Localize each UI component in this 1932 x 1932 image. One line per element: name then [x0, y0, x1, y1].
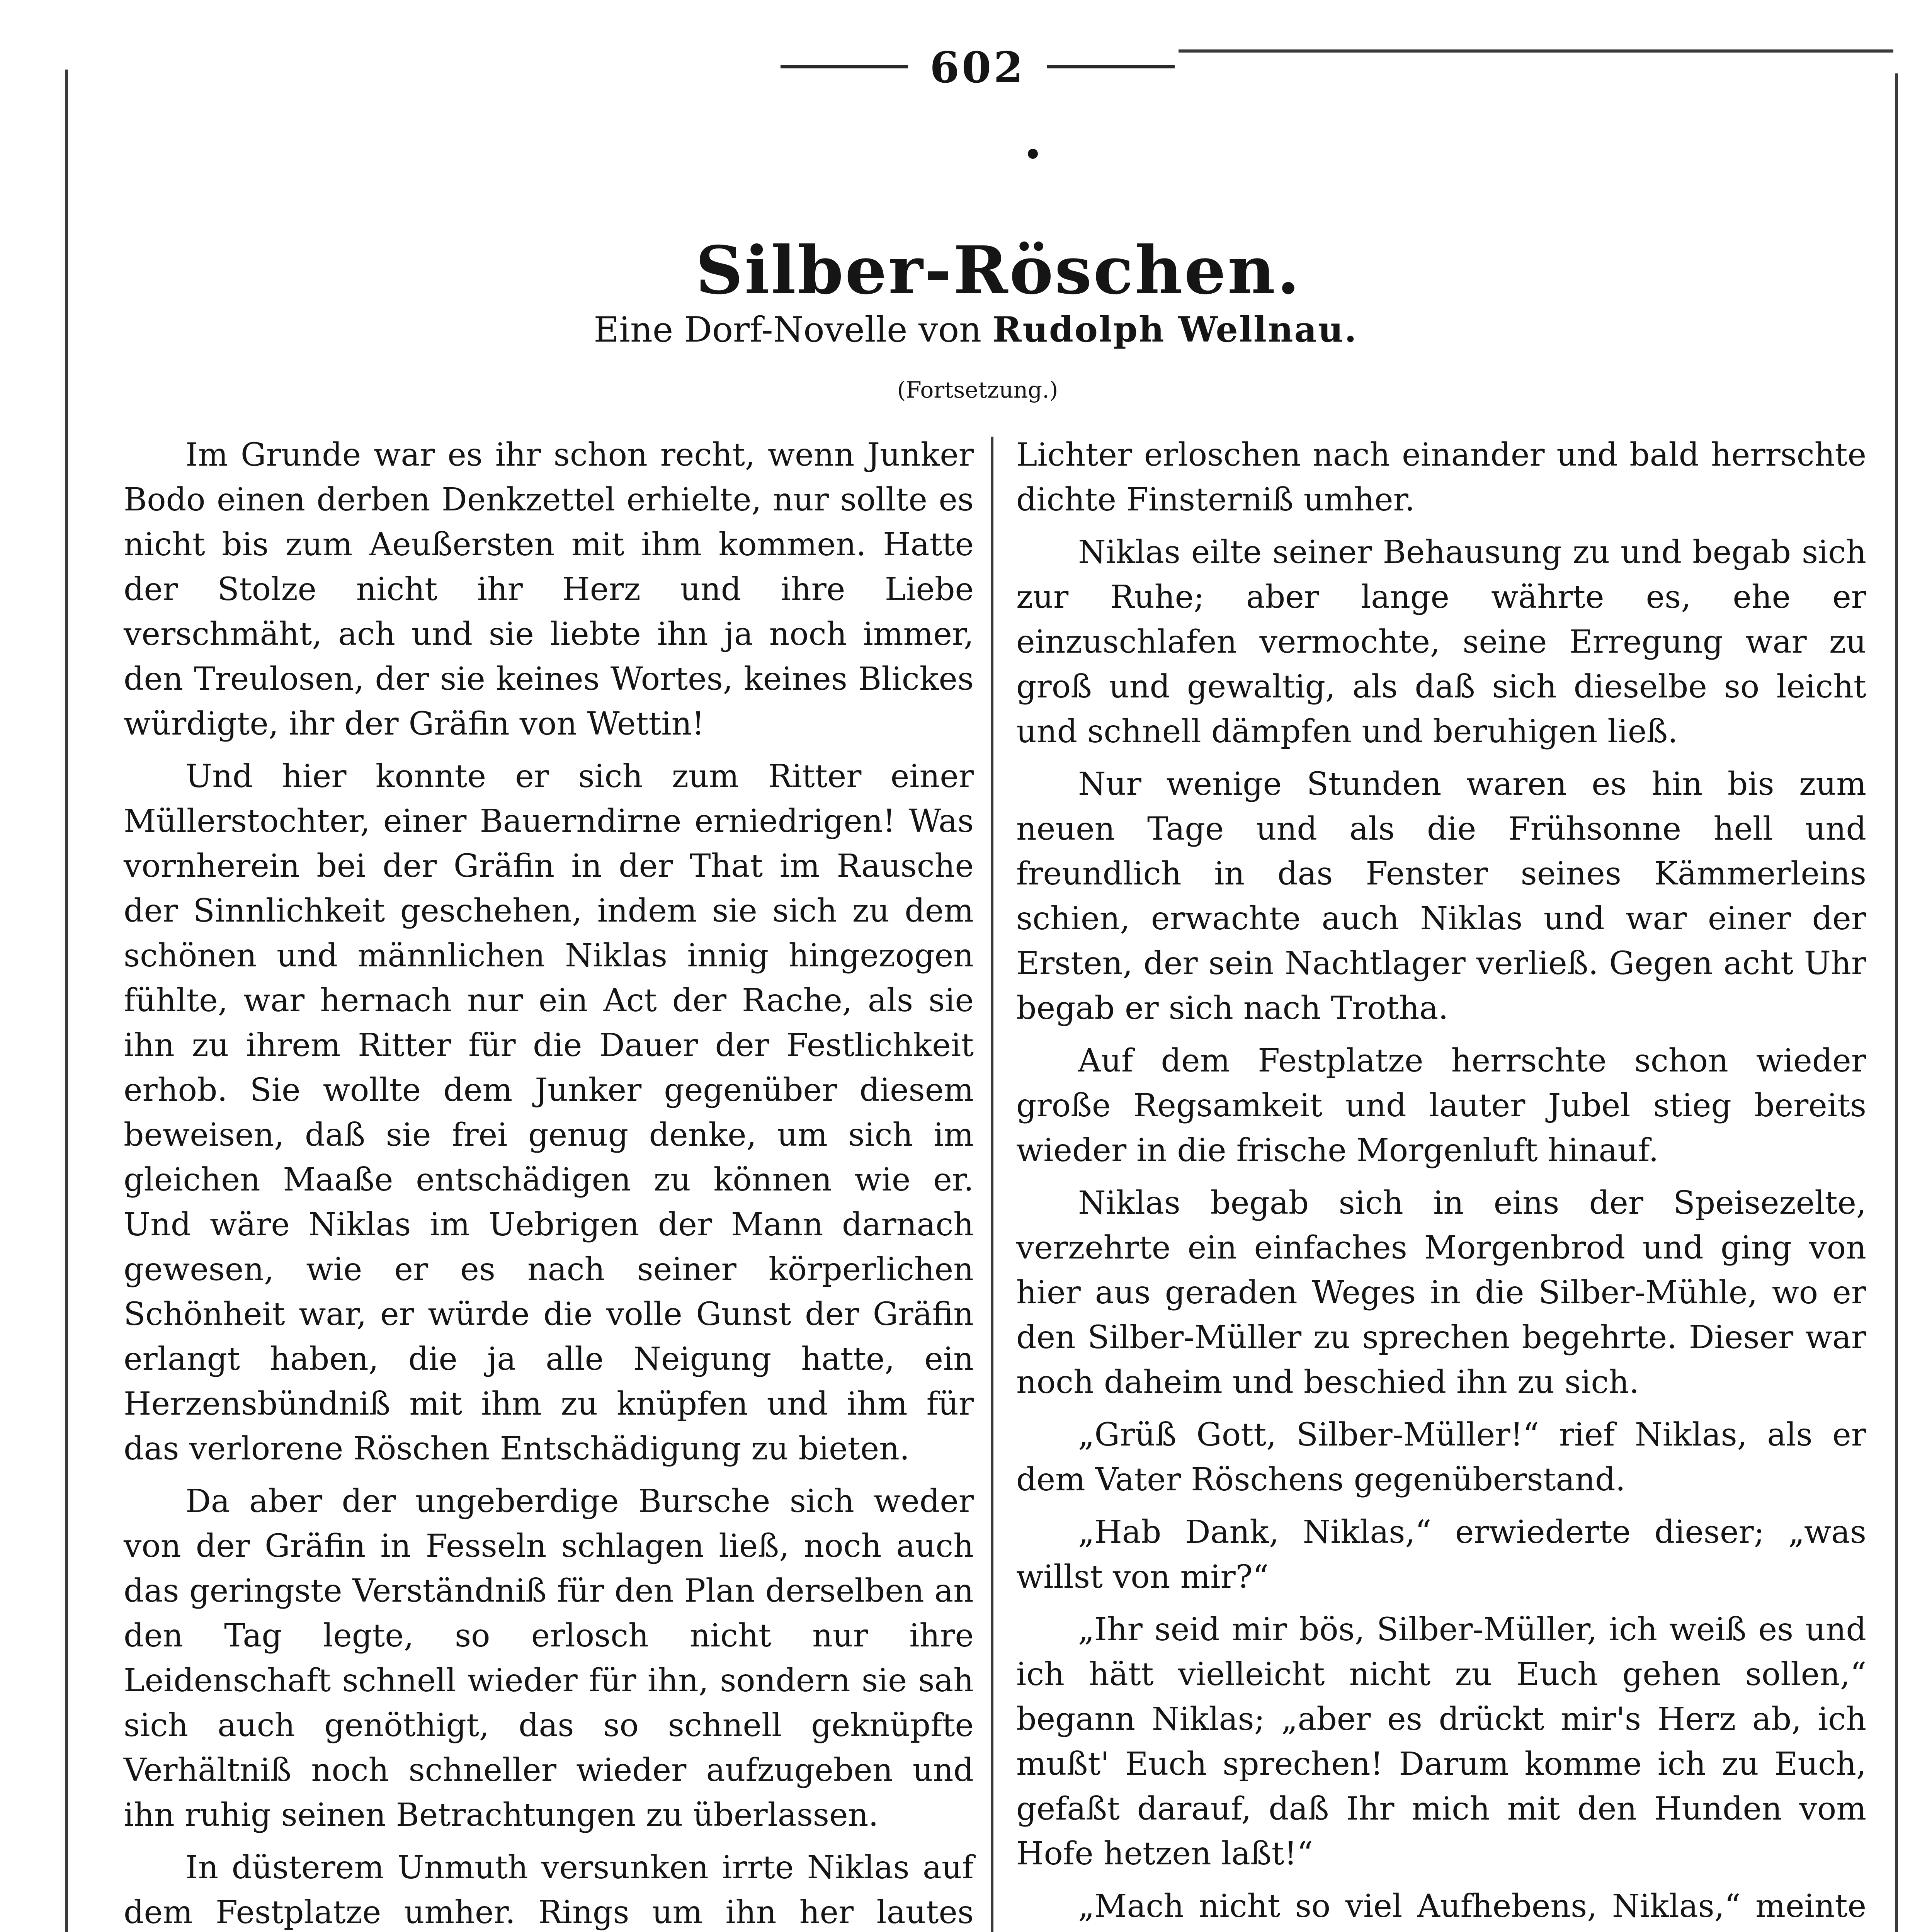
- paragraph: In düsterem Unmuth versunken irrte Niklas auf dem Festplatze umher. Rings um ihn her lautes: [124, 1849, 974, 1931]
- page-number: 602: [930, 43, 1026, 92]
- paragraph: „Grüß Gott, Silber-Müller!“ rief Niklas, als er dem Vater Röschens gegenüberstand.: [1016, 1417, 1866, 1498]
- header-rule-right: [1047, 65, 1175, 68]
- page-border-left: [65, 70, 68, 1932]
- ornament-dot: [1028, 149, 1038, 159]
- page-border-right: [1895, 73, 1898, 1932]
- author-name: Rudolph Wellnau.: [992, 309, 1358, 350]
- subtitle-prefix: Eine Dorf-Novelle von: [594, 310, 982, 350]
- article-subtitle: [560, 309, 1391, 350]
- column-divider: [991, 437, 993, 1932]
- paragraph: Niklas eilte seiner Behausung zu und begab sich zur Ruhe; aber lange währte es, ehe er einzuschlafen vermochte, seine Erregung war zu groß und gewaltig, als daß sich dieselbe so leicht und schnell dämpfen und beruhigen ließ.: [1016, 534, 1866, 750]
- paragraph: „Hab Dank, Niklas,“ erwiederte dieser; „was willst von mir?“: [1016, 1514, 1866, 1595]
- continuation-note: (Fortsetzung.): [897, 377, 1058, 403]
- paragraph: Niklas begab sich in eins der Speisezelte, verzehrte ein einfaches Morgenbrod und ging von hier aus geraden Weges in die Silber-Mühle, wo er den Silber-Müller zu sprechen begehrte. Dieser war noch daheim und beschied ihn zu sich.: [1016, 1185, 1866, 1401]
- paragraph: Und hier konnte er sich zum Ritter einer Müllerstochter, einer Bauerndirne erniedrigen! Was vornherein bei der Gräfin in der That im Rausche der Sinnlichkeit geschehen, indem sie sich zu dem schönen und männlichen Niklas innig hingezogen fühlte, war hernach nur ein Act der Rache, als sie ihn zu ihrem Ritter für die Dauer der Festlichkeit erhob. Sie wollte dem Junker gegenüber diesem beweisen, daß sie frei genug denke, um sich im gleichen Maaße entschädigen zu können wie er. Und wäre Niklas im Uebrigen der Mann darnach gewesen, wie er es nach seiner körperlichen Schönheit war, er würde die volle Gunst der Gräfin erlangt haben, die ja alle Neigung hatte, ein Herzensbündniß mit ihm zu knüpfen und ihm für das verlorene Röschen Entschädigung zu bieten.: [124, 758, 974, 1467]
- paragraph: Lichter erloschen nach einander und bald herrschte dichte Finsterniß umher.: [1016, 437, 1866, 518]
- paragraph: „Ihr seid mir bös, Silber-Müller, ich weiß es und ich hätt vielleicht nicht zu Euch gehen sollen,“ begann Niklas; „aber es drückt mir's Herz ab, ich mußt' Euch sprechen! Darum komme ich zu Euch, gefaßt darauf, daß Ihr mich mit den Hunden vom Hofe hetzen laßt!“: [1016, 1611, 1866, 1872]
- paragraph: Im Grunde war es ihr schon recht, wenn Junker Bodo einen derben Denkzettel erhielte, nur sollte es nicht bis zum Aeußersten mit ihm kommen. Hatte der Stolze nicht ihr Herz und ihre Liebe verschmäht, ach und sie liebte ihn ja noch immer, den Treulosen, der sie keines Wortes, keines Blickes würdigte, ihr der Gräfin von Wettin!: [124, 437, 974, 742]
- text-column-right: [1016, 433, 1866, 1932]
- paragraph: Da aber der ungeberdige Bursche sich weder von der Gräfin in Fesseln schlagen ließ, noch auch das geringste Verständniß für den Plan derselben an den Tag legte, so erlosch nicht nur ihre Leidenschaft schnell wieder für ihn, sondern sie sah sich auch genöthigt, das so schnell geknüpfte Verhältniß noch schneller wieder aufzugeben und ihn ruhig seinen Betrachtungen zu überlassen.: [124, 1483, 974, 1833]
- paragraph: „Mach nicht so viel Aufhebens, Niklas,“ meinte: [1078, 1888, 1866, 1925]
- paragraph: Nur wenige Stunden waren es hin bis zum neuen Tage und als die Frühsonne hell und freundlich in das Fenster seines Kämmerleins schien, erwachte auch Niklas und war einer der Ersten, der sein Nachtlager verließ. Gegen acht Uhr begab er sich nach Trotha.: [1016, 766, 1866, 1027]
- text-column-left: [124, 433, 974, 1932]
- article-title: Silber-Röschen.: [696, 232, 1301, 309]
- page-border-top: [1179, 49, 1893, 53]
- paragraph: Auf dem Festplatze herrschte schon wieder große Regsamkeit und lauter Jubel stieg bereits wieder in die frische Morgenluft hinauf.: [1016, 1043, 1866, 1169]
- header-rule-left: [781, 65, 908, 68]
